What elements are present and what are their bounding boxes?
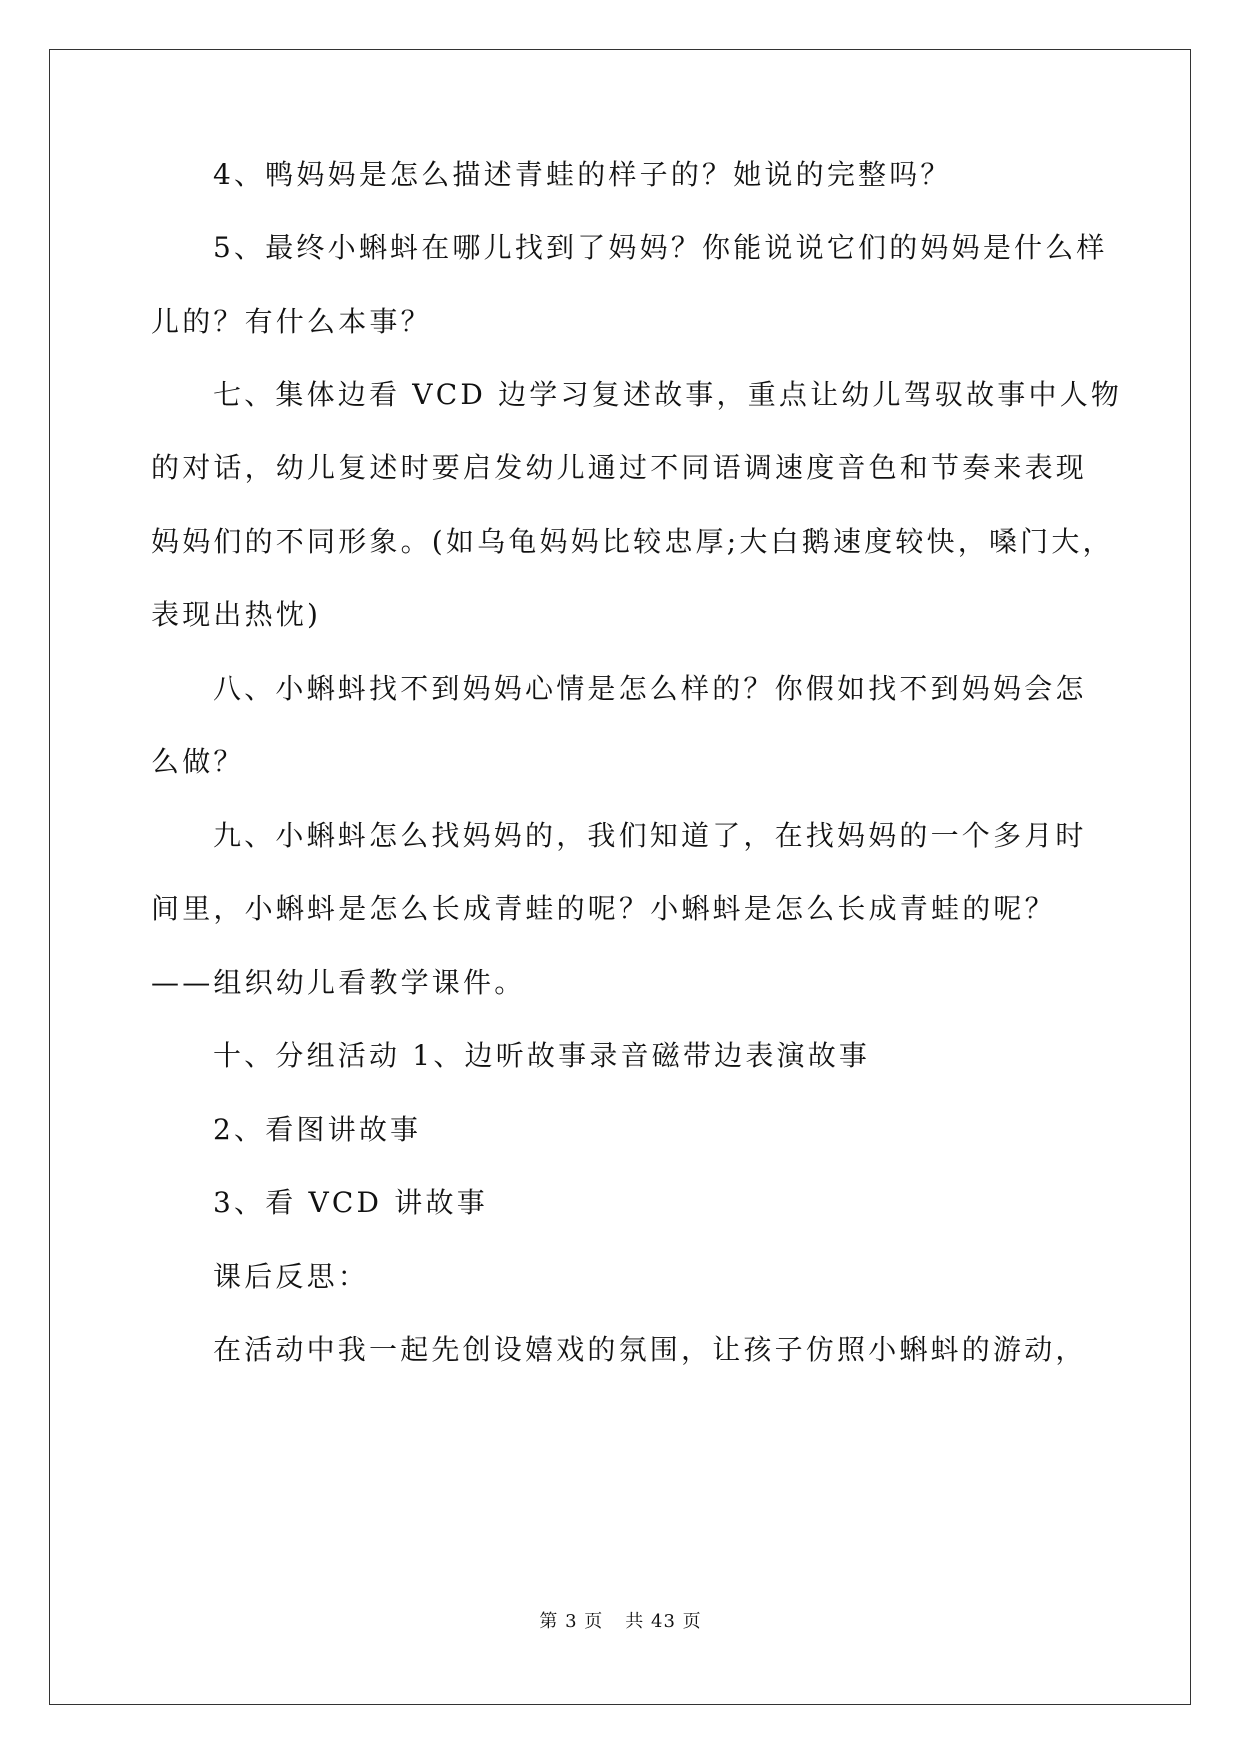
paragraph-line: 5、最终小蝌蚪在哪儿找到了妈妈？你能说说它们的妈妈是什么样 xyxy=(213,231,1108,264)
paragraph-line: 八、小蝌蚪找不到妈妈心情是怎么样的？你假如找不到妈妈会怎 xyxy=(213,672,1087,705)
paragraph-line: 课后反思： xyxy=(213,1260,370,1293)
paragraph-line: 么做？ xyxy=(151,745,245,778)
paragraph-line: 九、小蝌蚪怎么找妈妈的，我们知道了，在找妈妈的一个多月时 xyxy=(213,819,1087,852)
paragraph-line: 2、看图讲故事 xyxy=(213,1113,422,1146)
paragraph-line: 3、看 VCD 讲故事 xyxy=(213,1186,488,1219)
page-footer xyxy=(0,1610,1241,1634)
paragraph-line: 表现出热忱) xyxy=(151,598,322,631)
paragraph-line: 十、分组活动 1、边听故事录音磁带边表演故事 xyxy=(213,1039,871,1072)
paragraph-line: 间里，小蝌蚪是怎么长成青蛙的呢？小蝌蚪是怎么长成青蛙的呢？ xyxy=(151,892,1056,925)
page-frame xyxy=(49,49,1191,1705)
paragraph-line: ——组织幼儿看教学课件。 xyxy=(151,966,526,999)
paragraph-line: 儿的？有什么本事？ xyxy=(151,305,432,338)
paragraph-line: 妈妈们的不同形象。(如乌龟妈妈比较忠厚;大白鹅速度较快，嗓门大， xyxy=(151,525,1114,558)
paragraph-line: 4、鸭妈妈是怎么描述青蛙的样子的？她说的完整吗？ xyxy=(213,158,952,191)
paragraph-line: 的对话，幼儿复述时要启发幼儿通过不同语调速度音色和节奏来表现 xyxy=(151,451,1088,484)
paragraph-line: 七、集体边看 VCD 边学习复述故事，重点让幼儿驾驭故事中人物 xyxy=(213,378,1123,411)
paragraph-line: 在活动中我一起先创设嬉戏的氛围，让孩子仿照小蝌蚪的游动， xyxy=(213,1333,1087,1366)
page-number: 第 3 页 xyxy=(539,1611,604,1632)
total-pages: 共 43 页 xyxy=(625,1611,702,1632)
